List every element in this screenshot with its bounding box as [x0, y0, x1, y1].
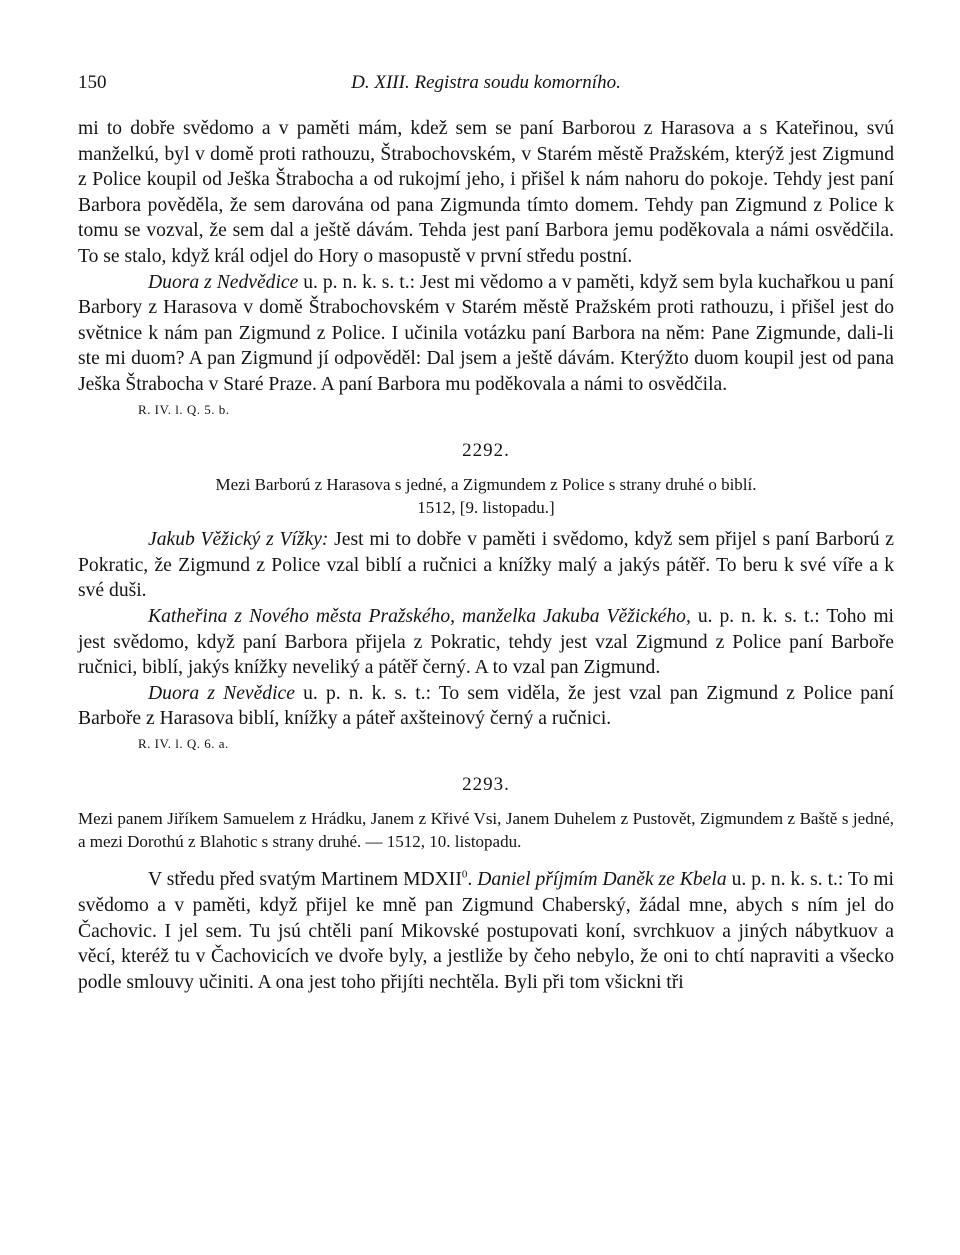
entry-number: 2292. — [462, 439, 510, 461]
witness-name: Duora z Nedvědice — [148, 271, 299, 293]
running-title: D. XIII. Registra soudu komorního. — [351, 72, 621, 93]
opening-punctuation: . — [467, 869, 478, 891]
witness-name: Katheřina z Nového města Pražského, manželka Jakuba Věžického, — [148, 605, 691, 627]
witness-name: Daniel příjmím Daněk ze Kbela — [477, 869, 727, 891]
testimony-text: Jest mi to dobře v paměti i svědomo, když sem přijel s paní Barború z Pokratic, že Zigmund z Police vzal biblí a ručnici a knížky malý a jakýs pátěř. To beru k své víře a k své duši. — [78, 529, 895, 602]
entry-number: 2293. — [462, 773, 510, 795]
entry-summary: Mezi Barború z Harasova s jedné, a Zigmundem z Police s strany druhé o biblí. — [215, 475, 757, 495]
entry-summary: Mezi panem Jiříkem Samuelem z Hrádku, Janem z Křivé Vsi, Janem Duhelem z Pustovět, Zigmundem z Baště s jedné, a mezi Dorothú z Blahotic s strany druhé. — 1512, 10. listopadu. — [78, 809, 894, 852]
witness-name: Jakub Věžický z Vížky: — [148, 529, 329, 551]
witness-name: Duora z Nevědice — [148, 682, 295, 704]
testimony-paragraph — [78, 867, 894, 995]
entry-date: 1512, [9. listopadu.] — [417, 498, 555, 518]
page-header — [78, 62, 894, 96]
testimony-paragraph — [78, 681, 894, 732]
document-page — [78, 62, 894, 995]
testimony-text: u. p. n. k. s. t.: To mi svědomo a v paměti, když přijel ke mně pan Zigmund Chaberský, žádal mne, abych s ním jel do Čachovic. I jel sem. Tu jsú chtěli paní Mikovské postupovati koní, svrchkuov a jiných nábytkuov a věcí, kteréž tu v Čachovicích ve dvoře byly, a jestliže by čeho nebylo, že oni to chtí napraviti a všecko podle smlouvy učiniti. A ona jest toho přijíti nechtěla. Byli při tom všickni tři — [78, 869, 894, 993]
testimony-paragraph — [78, 270, 894, 398]
testimony-text: u. p. n. k. s. t.: To sem viděla, že jest vzal pan Zigmund z Police paní Barboře z Harasova biblí, knížky a páteř axšteinový černý a ručnici. — [78, 682, 894, 730]
continuation-paragraph — [78, 116, 894, 270]
page-number: 150 — [78, 72, 107, 93]
superscript: 0 — [461, 868, 468, 881]
testimony-paragraph — [78, 527, 894, 604]
testimony-text: u. p. n. k. s. t.: Jest mi vědomo a v paměti, když sem byla kuchařkou u paní Barbory z Harasova v domě Štrabochovském v Starém městě Pražském proti rathouzu, i přišel jest do světnice k nám pan Zigmund z Police. I učinila votázku paní Barbora na něm: Pane Zigmunde, dali-li ste mi duom? A pan Zigmund jí odpověděl: Dal jsem a ještě dávám. Kterýžto duom koupil jest od pana Ješka Štrabocha v Staré Praze. A paní Barbora mu poděkovala a námi to osvědčila. — [78, 271, 894, 395]
testimony-paragraph — [78, 604, 894, 681]
opening-text: V středu před svatým Martinem MDXII — [148, 869, 462, 891]
archive-reference: R. IV. l. Q. 5. b. — [138, 401, 230, 417]
main-text — [78, 116, 894, 995]
continuation-text: mi to dobře svědomo a v paměti mám, kdež sem se paní Barborou z Harasova a s Kateřinou, svú manželkú, byl v domě proti rathouzu, Štrabochovském, v Starém městě Pražském, kterýž jest Zigmund z Police koupil od Ješka Štrabocha a od rukojmí jeho, i přišel k nám nahoru do pokoje. Tehdy jest paní Barbora pověděla, že sem darována od pana Zigmunda tímto domem. Tehdy pan Zigmund z Police k tomu se vozval, že sem dal a ještě dávám. Tehda jest paní Barbora jemu poděkovala a námi osvědčila. To se stalo, když král odjel do Hory o masopustě v první středu postní. — [78, 118, 894, 267]
testimony-text: u. p. n. k. s. t.: Toho mi jest svědomo, když paní Barbora přijela z Pokratic, tehdy jest vzal Zigmund z Police paní Barboře ručnici, biblí, jakýs knížky neveliký a pátěř černý. A to vzal pan Zigmund. — [78, 605, 895, 679]
archive-reference: R. IV. l. Q. 6. a. — [138, 735, 229, 751]
